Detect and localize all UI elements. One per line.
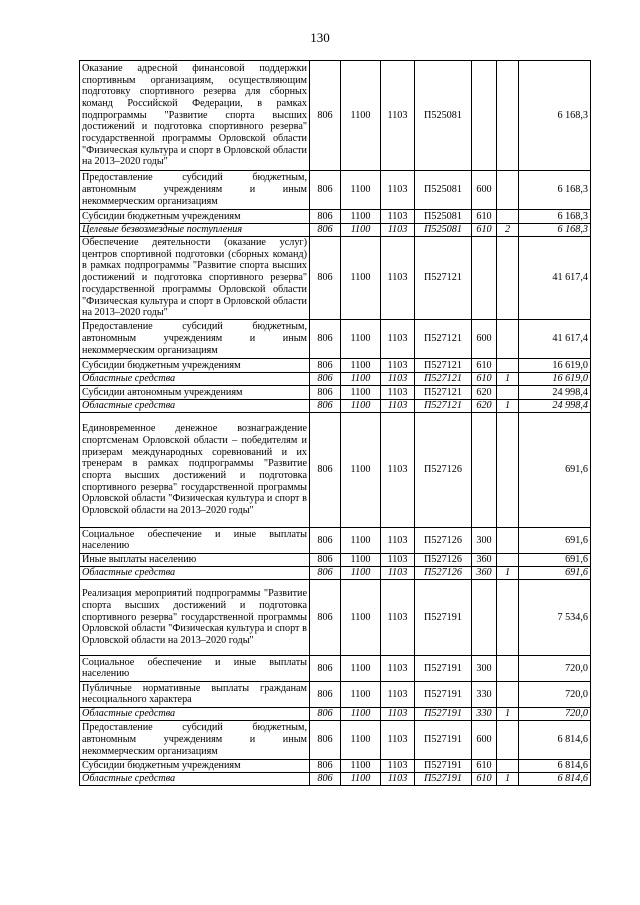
table-row: [80, 707, 591, 720]
item-name-cell: Субсидии автономным учреждениям: [80, 385, 310, 399]
target-item-code-cell: П527121: [415, 372, 472, 385]
funding-source-code-cell: 2: [497, 224, 519, 237]
table-row: [80, 527, 591, 553]
subsection-code-cell: 1103: [381, 224, 415, 237]
funding-source-code-cell: [497, 358, 519, 372]
section-code-cell: 1100: [341, 372, 381, 385]
funding-source-code-cell: [497, 171, 519, 210]
section-code-cell: 1100: [341, 358, 381, 372]
subsection-code-cell: 1103: [381, 358, 415, 372]
item-name-cell: Областные средства: [80, 772, 310, 785]
ved-code-cell: 806: [310, 707, 341, 720]
ved-code-cell: 806: [310, 759, 341, 772]
amount-cell: 6 814,6: [519, 759, 591, 772]
target-item-code-cell: П527191: [415, 707, 472, 720]
expense-type-code-cell: 300: [472, 655, 497, 681]
amount-cell: 720,0: [519, 655, 591, 681]
expense-type-code-cell: 610: [472, 210, 497, 224]
section-code-cell: 1100: [341, 566, 381, 579]
item-name-cell: Областные средства: [80, 399, 310, 412]
expense-type-code-cell: 620: [472, 385, 497, 399]
item-name-cell: Предоставление субсидий бюджетным, автономным учреждениям и иным некоммерческим организациям: [80, 319, 310, 358]
item-name-cell: Реализация мероприятий подпрограммы "Развитие спорта высших достижений и подготовка спортивного резерва" государственной программы Орловской области "Физическая культура и спорт в Орловской области на 2013–2020 годы": [80, 579, 310, 655]
funding-source-code-cell: 1: [497, 707, 519, 720]
ved-code-cell: 806: [310, 237, 341, 320]
item-name-cell: Обеспечение деятельности (оказание услуг) центров спортивной подготовки (сборных команд) в рамках подпрограммы "Развитие спорта высших достижений и подготовка спортивного резерва" государственной программы Орловской области "Физическая культура и спорт в Орловской области на 2013–2020 годы": [80, 237, 310, 320]
funding-source-code-cell: [497, 681, 519, 707]
amount-cell: 6 814,6: [519, 720, 591, 759]
section-code-cell: 1100: [341, 681, 381, 707]
subsection-code-cell: 1103: [381, 707, 415, 720]
item-name-cell: Социальное обеспечение и иные выплаты населению: [80, 655, 310, 681]
target-item-code-cell: П527191: [415, 681, 472, 707]
ved-code-cell: 806: [310, 372, 341, 385]
amount-cell: 6 168,3: [519, 224, 591, 237]
target-item-code-cell: П527121: [415, 319, 472, 358]
funding-source-code-cell: [497, 553, 519, 566]
expense-type-code-cell: 610: [472, 772, 497, 785]
ved-code-cell: 806: [310, 579, 341, 655]
subsection-code-cell: 1103: [381, 61, 415, 171]
table-row: [80, 681, 591, 707]
expense-type-code-cell: 330: [472, 681, 497, 707]
target-item-code-cell: П527191: [415, 772, 472, 785]
table-row: [80, 412, 591, 527]
section-code-cell: 1100: [341, 210, 381, 224]
ved-code-cell: 806: [310, 527, 341, 553]
funding-source-code-cell: [497, 385, 519, 399]
section-code-cell: 1100: [341, 759, 381, 772]
item-name-cell: Областные средства: [80, 566, 310, 579]
table-row: [80, 224, 591, 237]
ved-code-cell: 806: [310, 385, 341, 399]
subsection-code-cell: 1103: [381, 772, 415, 785]
expense-type-code-cell: 360: [472, 553, 497, 566]
expense-type-code-cell: [472, 61, 497, 171]
table-row: [80, 385, 591, 399]
ved-code-cell: 806: [310, 772, 341, 785]
subsection-code-cell: 1103: [381, 720, 415, 759]
target-item-code-cell: П525081: [415, 171, 472, 210]
ved-code-cell: 806: [310, 171, 341, 210]
expense-type-code-cell: 600: [472, 319, 497, 358]
target-item-code-cell: П527126: [415, 412, 472, 527]
funding-source-code-cell: 1: [497, 772, 519, 785]
budget-table: [79, 60, 591, 786]
target-item-code-cell: П527191: [415, 579, 472, 655]
target-item-code-cell: П527191: [415, 720, 472, 759]
target-item-code-cell: П527191: [415, 655, 472, 681]
amount-cell: 41 617,4: [519, 319, 591, 358]
amount-cell: 6 168,3: [519, 210, 591, 224]
item-name-cell: Предоставление субсидий бюджетным, автономным учреждениям и иным некоммерческим организациям: [80, 171, 310, 210]
section-code-cell: 1100: [341, 553, 381, 566]
section-code-cell: 1100: [341, 579, 381, 655]
amount-cell: 16 619,0: [519, 372, 591, 385]
amount-cell: 6 168,3: [519, 61, 591, 171]
target-item-code-cell: П527191: [415, 759, 472, 772]
amount-cell: 6 168,3: [519, 171, 591, 210]
amount-cell: 720,0: [519, 707, 591, 720]
expense-type-code-cell: 610: [472, 224, 497, 237]
section-code-cell: 1100: [341, 399, 381, 412]
funding-source-code-cell: 1: [497, 399, 519, 412]
section-code-cell: 1100: [341, 655, 381, 681]
subsection-code-cell: 1103: [381, 566, 415, 579]
ved-code-cell: 806: [310, 655, 341, 681]
item-name-cell: Оказание адресной финансовой поддержки спортивным организациям, осуществляющим подготовку спортивного резерва для сборных команд Российской Федерации, в рамках подпрограммы "Развитие спорта высших достижений и подготовка спортивного резерва" государственной программы Орловской области "Физическая культура и спорт в Орловской области на 2013–2020 годы": [80, 61, 310, 171]
subsection-code-cell: 1103: [381, 385, 415, 399]
section-code-cell: 1100: [341, 707, 381, 720]
subsection-code-cell: 1103: [381, 372, 415, 385]
ved-code-cell: 806: [310, 399, 341, 412]
item-name-cell: Иные выплаты населению: [80, 553, 310, 566]
section-code-cell: 1100: [341, 412, 381, 527]
expense-type-code-cell: 600: [472, 720, 497, 759]
item-name-cell: Целевые безвозмездные поступления: [80, 224, 310, 237]
subsection-code-cell: 1103: [381, 759, 415, 772]
expense-type-code-cell: 600: [472, 171, 497, 210]
funding-source-code-cell: 1: [497, 566, 519, 579]
ved-code-cell: 806: [310, 412, 341, 527]
item-name-cell: Субсидии бюджетным учреждениям: [80, 358, 310, 372]
ved-code-cell: 806: [310, 681, 341, 707]
expense-type-code-cell: 360: [472, 566, 497, 579]
table-row: [80, 759, 591, 772]
target-item-code-cell: П525081: [415, 210, 472, 224]
target-item-code-cell: П527126: [415, 527, 472, 553]
expense-type-code-cell: 610: [472, 372, 497, 385]
section-code-cell: 1100: [341, 385, 381, 399]
section-code-cell: 1100: [341, 720, 381, 759]
table-row: [80, 171, 591, 210]
budget-table-body: [80, 61, 591, 786]
target-item-code-cell: П527121: [415, 237, 472, 320]
table-row: [80, 579, 591, 655]
amount-cell: 720,0: [519, 681, 591, 707]
table-row: [80, 61, 591, 171]
amount-cell: 6 814,6: [519, 772, 591, 785]
expense-type-code-cell: 300: [472, 527, 497, 553]
item-name-cell: Публичные нормативные выплаты гражданам несоциального характера: [80, 681, 310, 707]
table-row: [80, 399, 591, 412]
expense-type-code-cell: 610: [472, 358, 497, 372]
ved-code-cell: 806: [310, 224, 341, 237]
subsection-code-cell: 1103: [381, 171, 415, 210]
section-code-cell: 1100: [341, 527, 381, 553]
subsection-code-cell: 1103: [381, 527, 415, 553]
item-name-cell: Социальное обеспечение и иные выплаты населению: [80, 527, 310, 553]
target-item-code-cell: П525081: [415, 224, 472, 237]
funding-source-code-cell: [497, 61, 519, 171]
subsection-code-cell: 1103: [381, 210, 415, 224]
subsection-code-cell: 1103: [381, 237, 415, 320]
target-item-code-cell: П525081: [415, 61, 472, 171]
item-name-cell: Предоставление субсидий бюджетным, автономным учреждениям и иным некоммерческим организациям: [80, 720, 310, 759]
table-row: [80, 772, 591, 785]
subsection-code-cell: 1103: [381, 399, 415, 412]
section-code-cell: 1100: [341, 772, 381, 785]
expense-type-code-cell: 610: [472, 759, 497, 772]
amount-cell: 691,6: [519, 566, 591, 579]
funding-source-code-cell: [497, 720, 519, 759]
target-item-code-cell: П527126: [415, 553, 472, 566]
ved-code-cell: 806: [310, 210, 341, 224]
amount-cell: 691,6: [519, 412, 591, 527]
expense-type-code-cell: 620: [472, 399, 497, 412]
funding-source-code-cell: [497, 759, 519, 772]
funding-source-code-cell: [497, 655, 519, 681]
table-row: [80, 566, 591, 579]
expense-type-code-cell: [472, 579, 497, 655]
table-row: [80, 553, 591, 566]
target-item-code-cell: П527126: [415, 566, 472, 579]
item-name-cell: Субсидии бюджетным учреждениям: [80, 210, 310, 224]
target-item-code-cell: П527121: [415, 385, 472, 399]
funding-source-code-cell: [497, 527, 519, 553]
target-item-code-cell: П527121: [415, 399, 472, 412]
amount-cell: 691,6: [519, 527, 591, 553]
item-name-cell: Областные средства: [80, 707, 310, 720]
ved-code-cell: 806: [310, 720, 341, 759]
item-name-cell: Областные средства: [80, 372, 310, 385]
expense-type-code-cell: [472, 237, 497, 320]
ved-code-cell: 806: [310, 358, 341, 372]
funding-source-code-cell: [497, 412, 519, 527]
item-name-cell: Субсидии бюджетным учреждениям: [80, 759, 310, 772]
subsection-code-cell: 1103: [381, 655, 415, 681]
table-row: [80, 655, 591, 681]
subsection-code-cell: 1103: [381, 681, 415, 707]
amount-cell: 16 619,0: [519, 358, 591, 372]
funding-source-code-cell: [497, 237, 519, 320]
expense-type-code-cell: 330: [472, 707, 497, 720]
ved-code-cell: 806: [310, 553, 341, 566]
section-code-cell: 1100: [341, 171, 381, 210]
section-code-cell: 1100: [341, 319, 381, 358]
subsection-code-cell: 1103: [381, 553, 415, 566]
subsection-code-cell: 1103: [381, 412, 415, 527]
target-item-code-cell: П527121: [415, 358, 472, 372]
table-row: [80, 237, 591, 320]
section-code-cell: 1100: [341, 237, 381, 320]
table-row: [80, 720, 591, 759]
table-row: [80, 319, 591, 358]
section-code-cell: 1100: [341, 224, 381, 237]
table-row: [80, 358, 591, 372]
expense-type-code-cell: [472, 412, 497, 527]
amount-cell: 24 998,4: [519, 385, 591, 399]
amount-cell: 41 617,4: [519, 237, 591, 320]
item-name-cell: Единовременное денежное вознаграждение спортсменам Орловской области – победителям и призерам международных соревнований и их тренерам в рамках подпрограммы "Развитие спорта высших достижений и подготовка спортивного резерва" государственной программы Орловской области "Физическая культура и спорт в Орловской области на 2013–2020 годы": [80, 412, 310, 527]
amount-cell: 7 534,6: [519, 579, 591, 655]
table-row: [80, 372, 591, 385]
amount-cell: 691,6: [519, 553, 591, 566]
funding-source-code-cell: [497, 319, 519, 358]
funding-source-code-cell: 1: [497, 372, 519, 385]
ved-code-cell: 806: [310, 566, 341, 579]
page-number: 130: [310, 30, 330, 45]
amount-cell: 24 998,4: [519, 399, 591, 412]
funding-source-code-cell: [497, 210, 519, 224]
ved-code-cell: 806: [310, 319, 341, 358]
funding-source-code-cell: [497, 579, 519, 655]
section-code-cell: 1100: [341, 61, 381, 171]
ved-code-cell: 806: [310, 61, 341, 171]
table-row: [80, 210, 591, 224]
subsection-code-cell: 1103: [381, 579, 415, 655]
subsection-code-cell: 1103: [381, 319, 415, 358]
